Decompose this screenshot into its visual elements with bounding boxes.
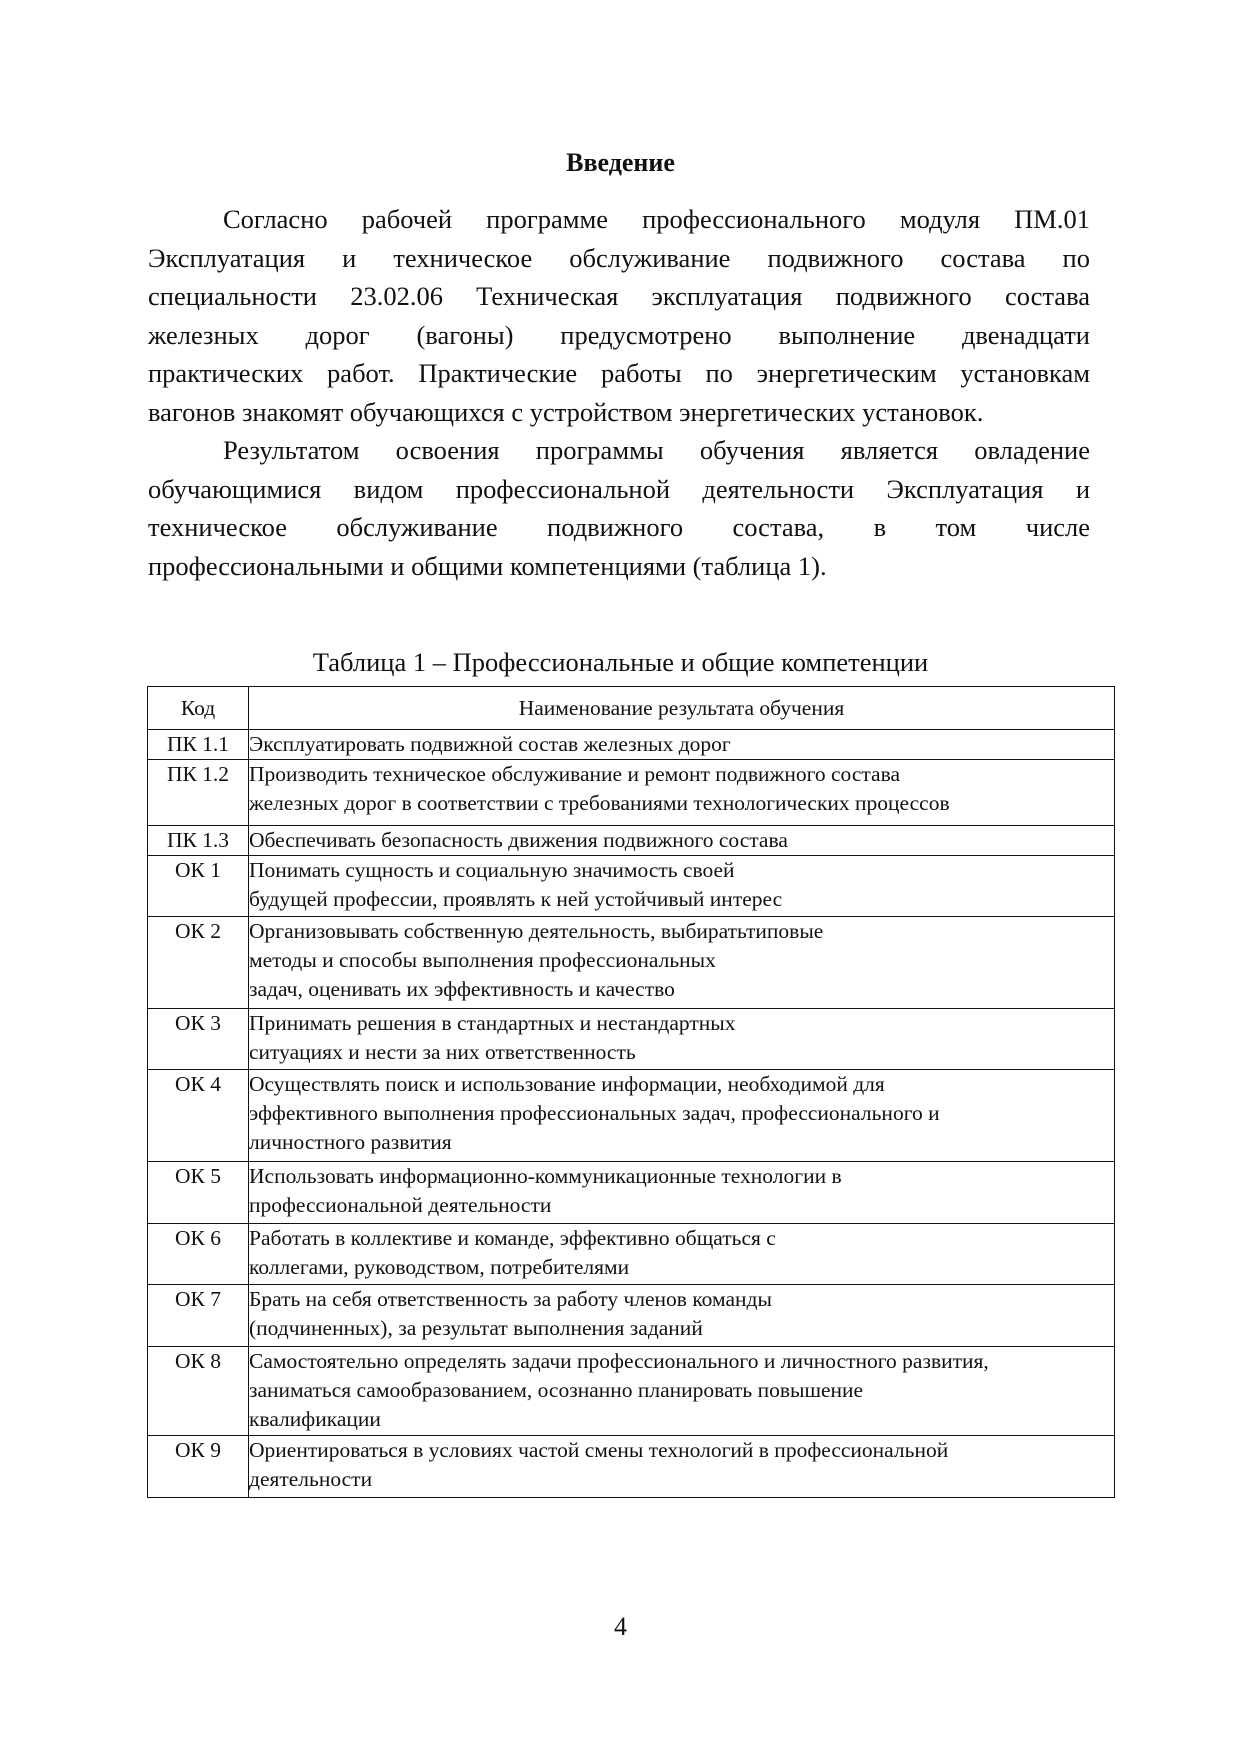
paragraph-line: профессиональными и общими компетенциями (таблица 1). <box>148 550 827 581</box>
description-line: Обеспечивать безопасность движения подвижного состава <box>249 828 788 852</box>
competency-description <box>249 760 1115 826</box>
description-line: ситуациях и нести за них ответственность <box>249 1040 636 1064</box>
competency-description <box>249 826 1115 856</box>
description-line: эффективного выполнения профессиональных задач, профессионального и <box>249 1101 940 1125</box>
paragraph-line: вагонов знакомят обучающихся с устройством энергетических установок. <box>148 396 984 427</box>
competency-description <box>249 1070 1115 1162</box>
table-row <box>148 917 1115 1009</box>
description-line: личностного развития <box>249 1130 452 1154</box>
description-line: профессиональной деятельности <box>249 1193 552 1217</box>
page-number: 4 <box>614 1612 627 1641</box>
competency-description <box>249 1224 1115 1285</box>
description-line: Ориентироваться в условиях частой смены технологий в профессиональной <box>249 1438 949 1462</box>
table-row <box>148 1347 1115 1436</box>
intro-paragraph-1 <box>148 200 1090 431</box>
intro-paragraph-2 <box>148 431 1090 585</box>
header-code: Код <box>148 687 249 730</box>
competency-description <box>249 856 1115 917</box>
paragraph-line: железных дорог (вагоны) предусмотрено выполнение двенадцати <box>148 319 1090 350</box>
competency-description <box>249 917 1115 1009</box>
description-line: Принимать решения в стандартных и нестандартных <box>249 1011 736 1035</box>
table-caption: Таблица 1 – Профессиональные и общие компетенции <box>312 647 929 677</box>
table-row <box>148 856 1115 917</box>
competency-description <box>249 1347 1115 1436</box>
description-line: задач, оценивать их эффективность и качество <box>249 977 675 1001</box>
paragraph-line: Результатом освоения программы обучения является овладение <box>223 435 1090 465</box>
description-line: Брать на себя ответственность за работу членов команды <box>249 1287 772 1311</box>
description-line: Работать в коллективе и команде, эффективно общаться с <box>249 1226 776 1250</box>
description-line: Производить техническое обслуживание и ремонт подвижного состава <box>249 762 900 786</box>
description-line: будущей профессии, проявлять к ней устойчивый интерес <box>249 887 783 911</box>
competency-code: ОК 1 <box>148 856 249 917</box>
competency-description <box>249 1009 1115 1070</box>
competency-description <box>249 1162 1115 1224</box>
competency-code: ОК 7 <box>148 1285 249 1347</box>
description-line: методы и способы выполнения профессиональных <box>249 948 716 972</box>
description-line: Понимать сущность и социальную значимость своей <box>249 858 735 882</box>
description-line: Использовать информационно-коммуникационные технологии в <box>249 1164 842 1188</box>
description-line: квалификации <box>249 1407 381 1431</box>
description-line: Осуществлять поиск и использование информации, необходимой для <box>249 1072 885 1096</box>
competency-code: ОК 4 <box>148 1070 249 1162</box>
header-result: Наименование результата обучения <box>249 687 1115 730</box>
competencies-table <box>147 686 1115 1498</box>
table-row <box>148 1285 1115 1347</box>
table-row <box>148 826 1115 856</box>
paragraph-line: практических работ. Практические работы по энергетическим установкам <box>148 358 1090 388</box>
description-line: (подчиненных), за результат выполнения заданий <box>249 1316 703 1340</box>
competency-code: ПК 1.2 <box>148 760 249 826</box>
paragraph-line: Согласно рабочей программе профессионального модуля ПМ.01 <box>223 204 1090 234</box>
table-header-row <box>148 687 1115 730</box>
competency-code: ПК 1.3 <box>148 826 249 856</box>
table-row <box>148 1162 1115 1224</box>
competency-code: ОК 5 <box>148 1162 249 1224</box>
paragraph-line: специальности 23.02.06 Техническая эксплуатация подвижного состава <box>148 281 1090 311</box>
competency-description <box>249 1285 1115 1347</box>
description-line: коллегами, руководством, потребителями <box>249 1255 630 1279</box>
table-row <box>148 730 1115 760</box>
description-line: деятельности <box>249 1467 373 1491</box>
competency-description <box>249 730 1115 760</box>
description-line: Самостоятельно определять задачи профессионального и личностного развития, <box>249 1349 989 1373</box>
competency-description <box>249 1436 1115 1498</box>
section-title: Введение <box>566 148 675 177</box>
table-row <box>148 760 1115 826</box>
table-row <box>148 1070 1115 1162</box>
description-line: Эксплуатировать подвижной состав железных дорог <box>249 732 731 756</box>
competency-code: ПК 1.1 <box>148 730 249 760</box>
paragraph-line: техническое обслуживание подвижного состава, в том числе <box>148 512 1090 542</box>
competency-code: ОК 3 <box>148 1009 249 1070</box>
competency-code: ОК 6 <box>148 1224 249 1285</box>
paragraph-line: обучающимися видом профессиональной деятельности Эксплуатация и <box>148 473 1090 504</box>
table-row <box>148 1436 1115 1498</box>
table-row <box>148 1009 1115 1070</box>
competency-code: ОК 2 <box>148 917 249 1009</box>
competency-code: ОК 8 <box>148 1347 249 1436</box>
description-line: заниматься самообразованием, осознанно планировать повышение <box>249 1378 864 1402</box>
competency-code: ОК 9 <box>148 1436 249 1498</box>
table-row <box>148 1224 1115 1285</box>
description-line: железных дорог в соответствии с требованиями технологических процессов <box>249 791 950 815</box>
paragraph-line: Эксплуатация и техническое обслуживание подвижного состава по <box>148 242 1090 273</box>
description-line: Организовывать собственную деятельность, выбиратьтиповые <box>249 919 824 943</box>
